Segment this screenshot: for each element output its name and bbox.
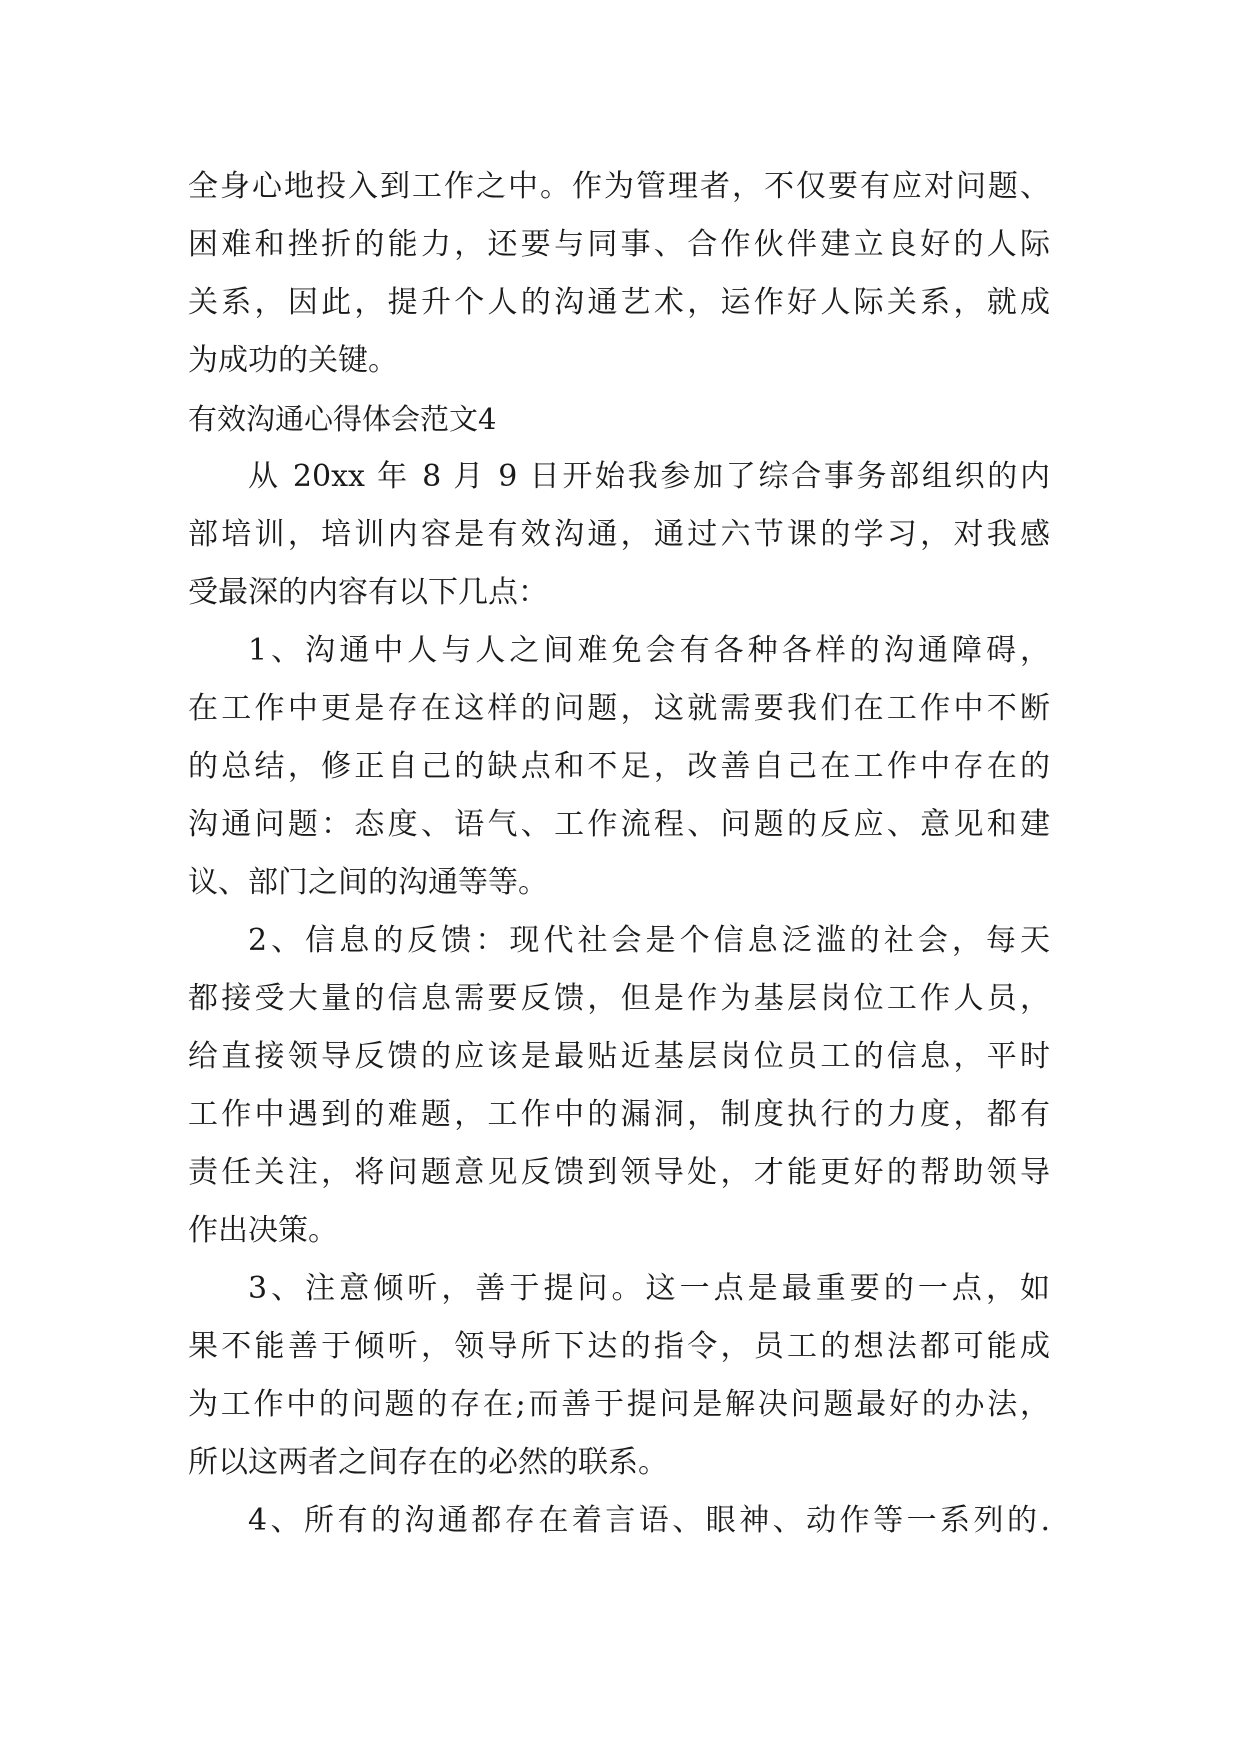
paragraph-point-4 xyxy=(188,1492,1050,1550)
text-line: 的总结，修正自己的缺点和不足，改善自己在工作中存在的 xyxy=(188,749,1050,784)
text-line: 2、信息的反馈：现代社会是个信息泛滥的社会，每天 xyxy=(248,923,1050,958)
document-body xyxy=(188,158,1050,1550)
text-line: 所以这两者之间存在的必然的联系。 xyxy=(188,1445,668,1480)
text-line: 关系，因此，提升个人的沟通艺术，运作好人际关系，就成 xyxy=(188,285,1050,320)
text-line: 部培训，培训内容是有效沟通，通过六节课的学习，对我感 xyxy=(188,517,1050,552)
text-line: 3、注意倾听，善于提问。这一点是最重要的一点，如 xyxy=(248,1271,1050,1306)
text-line: 4、所有的沟通都存在着言语、眼神、动作等一系列的. xyxy=(248,1503,1050,1538)
text-line: 为成功的关键。 xyxy=(188,343,398,378)
text-line: 都接受大量的信息需要反馈，但是作为基层岗位工作人员， xyxy=(188,981,1050,1016)
text-line: 责任关注，将问题意见反馈到领导处，才能更好的帮助领导 xyxy=(188,1155,1050,1190)
intro-paragraph xyxy=(188,158,1050,390)
text-line: 给直接领导反馈的应该是最贴近基层岗位员工的信息，平时 xyxy=(188,1039,1050,1074)
text-line: 1、沟通中人与人之间难免会有各种各样的沟通障碍， xyxy=(248,633,1050,668)
text-line: 受最深的内容有以下几点： xyxy=(188,575,548,610)
paragraph-point-1 xyxy=(188,622,1050,912)
text-line: 为工作中的问题的存在;而善于提问是解决问题最好的办法， xyxy=(188,1387,1050,1422)
text-line: 沟通问题：态度、语气、工作流程、问题的反应、意见和建 xyxy=(188,807,1050,842)
text-line: 果不能善于倾听，领导所下达的指令，员工的想法都可能成 xyxy=(188,1329,1050,1364)
text-line: 在工作中更是存在这样的问题，这就需要我们在工作中不断 xyxy=(188,691,1050,726)
paragraph-training-intro xyxy=(188,448,1050,622)
text-line: 全身心地投入到工作之中。作为管理者，不仅要有应对问题、 xyxy=(188,169,1050,204)
paragraph-point-3 xyxy=(188,1260,1050,1492)
text-line: 作出决策。 xyxy=(188,1213,338,1248)
text-line: 工作中遇到的难题，工作中的漏洞，制度执行的力度，都有 xyxy=(188,1097,1050,1132)
section-heading: 有效沟通心得体会范文4 xyxy=(188,402,497,436)
text-line: 困难和挫折的能力，还要与同事、合作伙伴建立良好的人际 xyxy=(188,227,1050,262)
paragraph-point-2 xyxy=(188,912,1050,1260)
text-line: 议、部门之间的沟通等等。 xyxy=(188,865,548,900)
text-line: 从 20xx 年 8 月 9 日开始我参加了综合事务部组织的内 xyxy=(248,459,1050,494)
